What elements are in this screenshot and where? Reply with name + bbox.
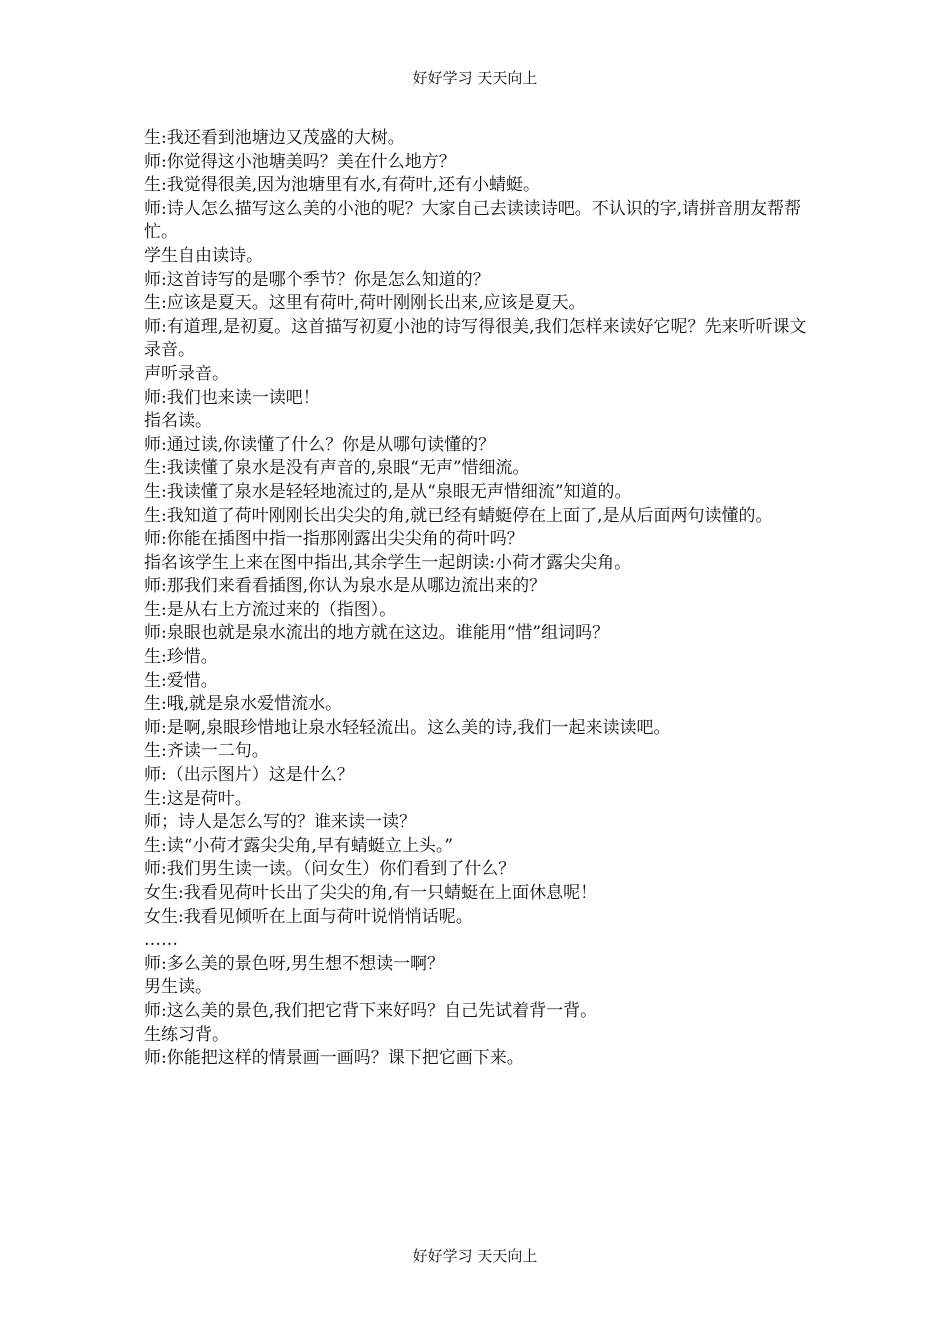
transcript-line: 生练习背。: [144, 1024, 229, 1045]
transcript-line: 师:（出示图片）这是什么？: [144, 765, 354, 786]
transcript-line: 师:我们男生读一读。（问女生）你们看到了什么？: [144, 859, 516, 880]
transcript-line: 师:这么美的景色,我们把它背下来好吗？自己先试着背一背。: [144, 1000, 598, 1021]
transcript-line: 师:有道理,是初夏。这首描写初夏小池的诗写得很美,我们怎样来读好它呢？先来听听课文录音。: [144, 316, 807, 361]
transcript-line: 师:你觉得这小池塘美吗？美在什么地方？: [144, 151, 456, 172]
transcript-line: 生:我还看到池塘边又茂盛的大树。: [144, 128, 405, 148]
transcript-line: 生:是从右上方流过来的（指图）。: [144, 599, 397, 620]
transcript-line: 师:多么美的景色呀,男生想不想读一啊？: [144, 953, 445, 974]
transcript-line: 声听录音。: [144, 363, 229, 384]
transcript-line: 生:爱惜。: [144, 670, 218, 691]
transcript-line: 指名该学生上来在图中指出,其余学生一起朗读:小荷才露尖尖角。: [144, 552, 632, 573]
page-header: 好好学习 天天向上: [412, 69, 538, 87]
transcript-line: 生:应该是夏天。这里有荷叶,荷叶刚刚长出来,应该是夏天。: [144, 293, 586, 314]
transcript-line: 师:你能把这样的情景画一画吗？课下把它画下来。: [144, 1048, 524, 1069]
transcript-line: 生:齐读一二句。: [144, 741, 269, 762]
transcript-line: 女生:我看见荷叶长出了尖尖的角,有一只蜻蜓在上面休息呢！: [144, 883, 598, 903]
transcript-line: 师:我们也来读一读吧！: [144, 387, 320, 408]
transcript-line: 生:我知道了荷叶刚刚长出尖尖的角,就已经有蜻蜓停在上面了,是从后面两句读懂的。: [144, 505, 773, 526]
transcript-line: 生:这是荷叶。: [144, 788, 252, 809]
transcript-line: 生:我觉得很美,因为池塘里有水,有荷叶,还有小蜻蜓。: [144, 175, 540, 196]
transcript-line: 男生读。: [144, 977, 212, 998]
transcript-line: 师:是啊,泉眼珍惜地让泉水轻轻流出。这么美的诗,我们一起来读读吧。: [144, 717, 671, 738]
transcript-line: 师:通过读,你读懂了什么？你是从哪句读懂的？: [144, 434, 496, 455]
transcript-line: 生:哦,就是泉水爱惜流水。: [144, 694, 343, 715]
transcript-line: 生:我读懂了泉水是轻轻地流过的,是从“泉眼无声惜细流”知道的。: [144, 481, 632, 502]
transcript-line: 生:读“小荷才露尖尖角,早有蜻蜓立上头。”: [144, 835, 454, 856]
page-footer: 好好学习 天天向上: [412, 1247, 538, 1265]
transcript-line: 生:我读懂了泉水是没有声音的,泉眼“无声”惜细流。: [144, 458, 530, 479]
transcript-line: 女生:我看见倾听在上面与荷叶说悄悄话呢。: [144, 906, 473, 927]
transcript-line: 师；诗人是怎么写的？谁来读一读？: [144, 812, 416, 833]
lesson-transcript: [144, 127, 810, 1071]
transcript-line: 生:珍惜。: [144, 647, 218, 668]
transcript-line: 师:诗人怎么描写这么美的小池的呢？大家自己去读读诗吧。不认识的字,请拼音朋友帮帮忙。: [144, 198, 802, 243]
transcript-line: ……: [144, 930, 178, 951]
transcript-line: 学生自由读诗。: [144, 245, 263, 266]
transcript-line: 师:泉眼也就是泉水流出的地方就在这边。谁能用“惜”组词吗？: [144, 623, 610, 644]
transcript-line: 师:这首诗写的是哪个季节？你是怎么知道的？: [144, 269, 490, 290]
transcript-line: 师:你能在插图中指一指那刚露出尖尖角的荷叶吗？: [144, 529, 524, 550]
transcript-line: 师:那我们来看看插图,你认为泉水是从哪边流出来的？: [144, 576, 547, 597]
transcript-line: 指名读。: [144, 411, 212, 432]
